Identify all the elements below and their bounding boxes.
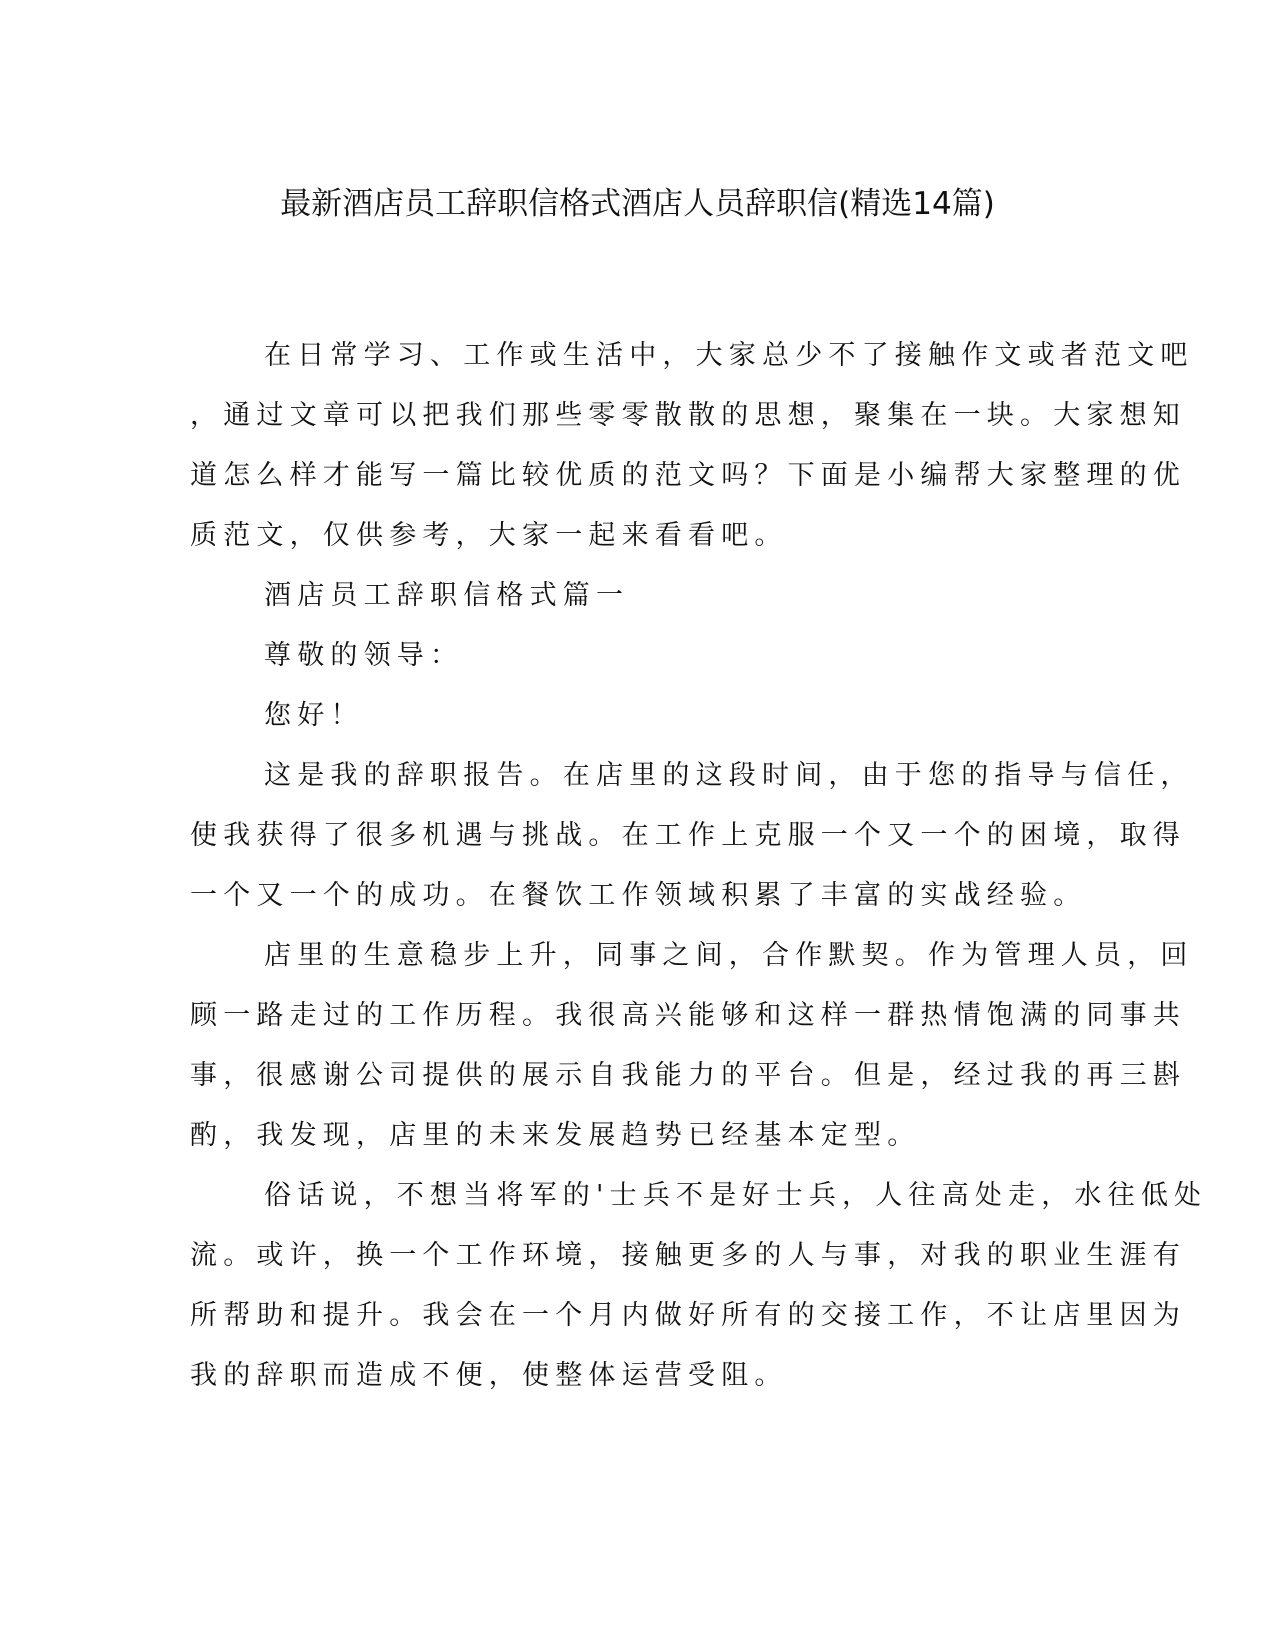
paragraph-line: 俗话说，不想当将军的'士兵不是好士兵，人往高处走，水往低处 [264, 1180, 1208, 1211]
salutation: 尊敬的领导： [264, 640, 464, 671]
paragraph-line: 酌，我发现，店里的未来发展趋势已经基本定型。 [190, 1120, 921, 1151]
greeting: 您好！ [264, 700, 364, 731]
paragraph-line: 质范文，仅供参考，大家一起来看看吧。 [190, 520, 788, 551]
paragraph-line: 所帮助和提升。我会在一个月内做好所有的交接工作，不让店里因为 [190, 1300, 1186, 1331]
paragraph-line: 使我获得了很多机遇与挑战。在工作上克服一个又一个的困境，取得 [190, 820, 1186, 851]
paragraph-line: 事，很感谢公司提供的展示自我能力的平台。但是，经过我的再三斟 [190, 1060, 1186, 1091]
paragraph-line: 在日常学习、工作或生活中，大家总少不了接触作文或者范文吧 [264, 340, 1194, 371]
paragraph-line: 顾一路走过的工作历程。我很高兴能够和这样一群热情饱满的同事共 [190, 1000, 1186, 1031]
section-heading: 酒店员工辞职信格式篇一 [264, 580, 630, 611]
paragraph-line: ，通过文章可以把我们那些零零散散的思想，聚集在一块。大家想知 [190, 400, 1186, 431]
paragraph-line: 流。或许，换一个工作环境，接触更多的人与事，对我的职业生涯有 [190, 1240, 1186, 1271]
paragraph-line: 道怎么样才能写一篇比较优质的范文吗？下面是小编帮大家整理的优 [190, 460, 1186, 491]
document-body [190, 326, 1208, 1406]
paragraph-line: 店里的生意稳步上升，同事之间，合作默契。作为管理人员，回 [264, 940, 1194, 971]
paragraph-line: 这是我的辞职报告。在店里的这段时间，由于您的指导与信任， [264, 760, 1194, 791]
paragraph-line: 一个又一个的成功。在餐饮工作领域积累了丰富的实战经验。 [190, 880, 1087, 911]
document-title: 最新酒店员工辞职信格式酒店人员辞职信(精选14篇) [280, 186, 995, 222]
paragraph-line: 我的辞职而造成不便，使整体运营受阻。 [190, 1360, 788, 1391]
